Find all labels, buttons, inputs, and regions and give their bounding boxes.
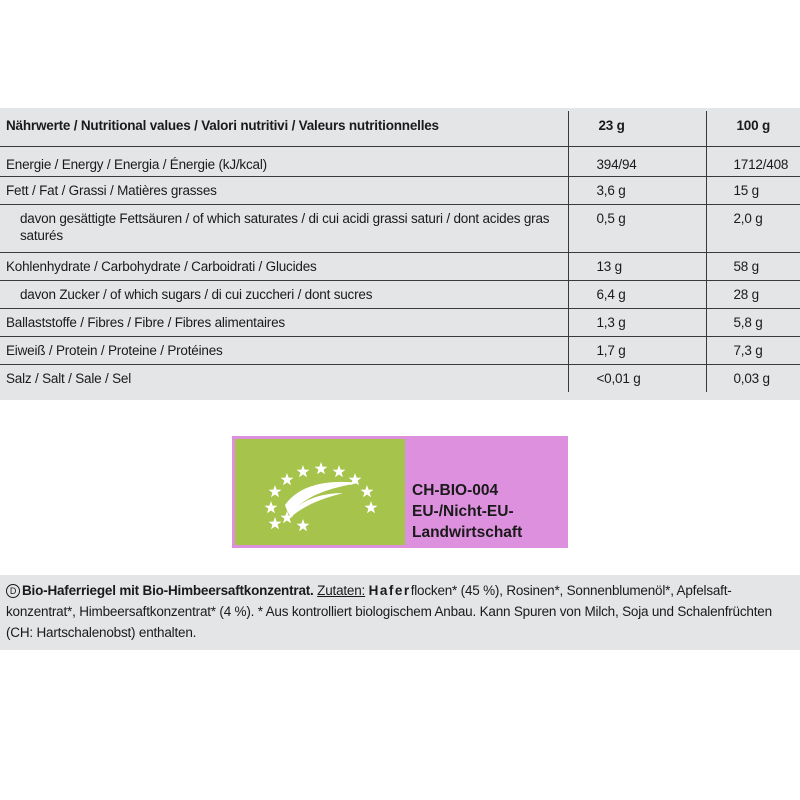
value-100g: 2,0 g <box>706 204 800 252</box>
eu-organic-leaf-icon <box>235 439 405 545</box>
nutrient-label: Ballaststoffe / Fibres / Fibre / Fibres alimentaires <box>0 308 568 336</box>
nutrition-header-row <box>0 111 800 146</box>
table-row <box>0 280 800 308</box>
ingredients-label: Zutaten: <box>317 583 366 598</box>
value-23g: 13 g <box>568 252 706 280</box>
table-row <box>0 308 800 336</box>
nutrient-label: Eiweiß / Protein / Proteine / Protéines <box>0 336 568 364</box>
value-100g: 5,8 g <box>706 308 800 336</box>
value-100g: 1712/408 <box>706 146 800 176</box>
nutrient-label: Fett / Fat / Grassi / Matières grasses <box>0 176 568 204</box>
value-23g: 1,3 g <box>568 308 706 336</box>
value-23g: 6,4 g <box>568 280 706 308</box>
country-code-badge: D <box>6 584 20 598</box>
certification-agriculture: Landwirtschaft <box>412 524 523 541</box>
value-23g: 3,6 g <box>568 176 706 204</box>
value-100g: 15 g <box>706 176 800 204</box>
table-row <box>0 176 800 204</box>
nutrient-label: Kohlenhydrate / Carbohydrate / Carboidrati / Glucides <box>0 252 568 280</box>
nutrient-label: davon Zucker / of which sugars / di cui zuccheri / dont sucres <box>0 280 568 308</box>
table-row <box>0 364 800 392</box>
table-row <box>0 336 800 364</box>
nutrient-label: Salz / Salt / Sale / Sel <box>6 370 132 386</box>
product-name: Bio-Haferriegel mit Bio-Himbeersaftkonzentrat. <box>22 583 314 598</box>
value-100g: 28 g <box>706 280 800 308</box>
value-23g: 0,5 g <box>568 204 706 252</box>
nutrition-header-23g: 23 g <box>568 111 706 146</box>
certification-origin: EU-/Nicht-EU- <box>412 503 514 520</box>
organic-certification-logo <box>232 436 568 548</box>
value-23g: 1,7 g <box>568 336 706 364</box>
ingredient-highlight: Hafer <box>368 583 411 598</box>
value-100g: 7,3 g <box>706 336 800 364</box>
certification-text <box>412 480 568 543</box>
table-row <box>0 204 800 252</box>
ingredients-text <box>6 580 796 643</box>
ingredients-list: flocken* (45 %), Rosinen*, Sonnenblumenöl*, Apfelsaft-konzentrat*, Himbeersaftkonzentrat* (4 %). * Aus kontrolliert biologischem Anbau. Kann Spuren von Milch, Soja und Schalenfrüchten (CH: Hartschalenobst) enthalten. <box>6 583 772 640</box>
nutrient-label: Energie / Energy / Energia / Énergie (kJ/kcal) <box>0 146 568 176</box>
nutrient-label: davon gesättigte Fettsäuren / of which saturates / di cui acidi grassi saturi / dont acides gras saturés <box>0 204 568 252</box>
value-23g: 394/94 <box>568 146 706 176</box>
nutrition-header-100g: 100 g <box>706 111 800 146</box>
certification-code: CH-BIO-004 <box>412 482 499 499</box>
nutrition-table <box>0 111 800 392</box>
value-100g: 58 g <box>706 252 800 280</box>
nutrition-header-label: Nährwerte / Nutritional values / Valori nutritivi / Valeurs nutritionnelles <box>0 111 568 146</box>
value-23g: <0,01 g <box>568 364 706 392</box>
table-row <box>0 146 800 176</box>
value-100g: 0,03 g <box>706 364 800 392</box>
table-row <box>0 252 800 280</box>
